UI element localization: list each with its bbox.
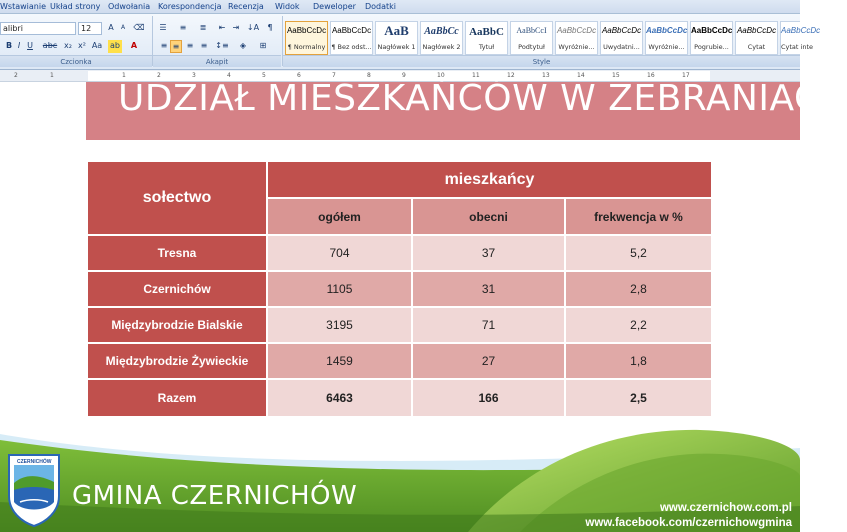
- cell-turnout: 1,8: [566, 344, 711, 378]
- style-intense-quote[interactable]: [780, 21, 821, 55]
- font-size-select[interactable]: 12: [78, 22, 102, 35]
- underline-icon[interactable]: U: [27, 41, 33, 50]
- cell-total: 1459: [268, 344, 411, 378]
- change-case-icon[interactable]: Aa: [91, 41, 103, 50]
- style-label: Cytat: [747, 43, 766, 51]
- ruler-mark: 4: [227, 72, 231, 79]
- cell-present: 27: [413, 344, 564, 378]
- show-marks-icon[interactable]: ¶: [267, 23, 273, 32]
- numbering-icon[interactable]: ≡: [179, 23, 187, 32]
- highlight-icon[interactable]: ab: [108, 40, 122, 53]
- style-normal[interactable]: [285, 21, 328, 55]
- attendance-table: [88, 162, 711, 416]
- row-label: Czernichów: [88, 272, 266, 306]
- increase-indent-icon[interactable]: ⇥: [232, 23, 240, 32]
- row-label: Tresna: [88, 236, 266, 270]
- ruler-mark: 2: [14, 72, 18, 79]
- style-quote[interactable]: [735, 21, 778, 55]
- ruler-mark: 7: [332, 72, 336, 79]
- cell-total: 6463: [268, 380, 411, 416]
- style-sample: AaBbCcDc: [781, 26, 821, 35]
- font-group-label: Czcionka: [0, 55, 152, 67]
- grow-font-icon[interactable]: A: [108, 23, 114, 32]
- style-sample: AaBbC: [469, 26, 504, 38]
- clear-format-icon[interactable]: ⌫: [133, 23, 145, 32]
- style-sample: AaBbCcDc: [286, 26, 327, 35]
- header-residents: mieszkańcy: [268, 162, 711, 197]
- row-label: Razem: [88, 380, 266, 416]
- header-total: ogółem: [268, 199, 411, 234]
- align-center-icon[interactable]: ≡: [170, 40, 182, 53]
- style-heading-2[interactable]: [420, 21, 463, 55]
- tab-page-layout[interactable]: Układ strony: [50, 2, 101, 11]
- style-intense-emphasis[interactable]: [645, 21, 688, 55]
- ruler-mark: 2: [157, 72, 161, 79]
- ruler-mark: 10: [437, 72, 445, 79]
- bullets-icon[interactable]: ☰: [159, 23, 167, 32]
- ruler-mark: 14: [577, 72, 585, 79]
- justify-icon[interactable]: ≡: [200, 41, 208, 50]
- style-label: ¶ Bez odst...: [331, 43, 372, 51]
- ruler-mark: 9: [402, 72, 406, 79]
- shrink-font-icon[interactable]: A: [120, 24, 126, 31]
- sort-icon[interactable]: ↓A: [246, 23, 260, 32]
- styles-group-label: Style: [283, 55, 800, 67]
- cell-turnout: 2,5: [566, 380, 711, 416]
- style-label: Wyróżnie...: [648, 43, 685, 51]
- font-name-select[interactable]: alibri: [0, 22, 76, 35]
- cell-turnout: 2,8: [566, 272, 711, 306]
- ribbon-tab-bar: [0, 0, 800, 14]
- align-left-icon[interactable]: ≡: [160, 41, 168, 50]
- ruler-mark: 16: [647, 72, 655, 79]
- style-label: ¶ Normalny: [287, 43, 326, 51]
- crest-label: CZERNICHÓW: [17, 459, 52, 465]
- municipality-name: GMINA CZERNICHÓW: [72, 481, 358, 511]
- bold-icon[interactable]: B: [5, 41, 13, 50]
- line-spacing-icon[interactable]: ↕≡: [215, 41, 229, 50]
- style-label: Wyróżnie...: [558, 43, 595, 51]
- ruler-mark: 17: [682, 72, 690, 79]
- ruler-mark: 1: [50, 72, 54, 79]
- italic-icon[interactable]: I: [17, 41, 21, 50]
- header-turnout: frekwencja w %: [566, 199, 711, 234]
- style-label: Pogrubie...: [694, 43, 729, 51]
- cell-present: 166: [413, 380, 564, 416]
- borders-icon[interactable]: ⊞: [259, 41, 267, 50]
- style-sample: AaBbCcDc: [601, 26, 642, 35]
- ruler-mark: 1: [122, 72, 126, 79]
- header-present: obecni: [413, 199, 564, 234]
- style-sample: AaBbCcDc: [556, 26, 597, 35]
- slide-title: UDZIAŁ MIESZKAŃCÓW W ZEBRANIACH: [118, 78, 847, 119]
- cell-turnout: 5,2: [566, 236, 711, 270]
- superscript-icon[interactable]: x²: [78, 41, 86, 50]
- style-sample: AaBbCcDc: [736, 26, 777, 35]
- style-heading-1[interactable]: [375, 21, 418, 55]
- cell-present: 31: [413, 272, 564, 306]
- style-sample: AaBbCcI: [516, 26, 547, 35]
- style-sample: AaBbCcDc: [331, 26, 372, 35]
- ruler-mark: 3: [192, 72, 196, 79]
- ruler-mark: 11: [472, 72, 480, 79]
- ruler-mark: 12: [507, 72, 515, 79]
- font-color-icon[interactable]: A: [130, 41, 138, 50]
- paragraph-group-label: Akapit: [153, 55, 281, 67]
- style-label: Tytuł: [478, 43, 495, 51]
- row-label: Międzybrodzie Żywieckie: [88, 344, 266, 378]
- tab-references[interactable]: Odwołania: [108, 2, 151, 11]
- row-label: Międzybrodzie Bialskie: [88, 308, 266, 342]
- style-sample: AaB: [384, 23, 409, 38]
- cell-present: 37: [413, 236, 564, 270]
- style-sample: AaBbCcDc: [646, 26, 688, 35]
- tab-addins[interactable]: Dodatki: [365, 2, 397, 11]
- style-label: Nagłówek 1: [377, 43, 416, 51]
- cell-total: 1105: [268, 272, 411, 306]
- cell-total: 704: [268, 236, 411, 270]
- subscript-icon[interactable]: x₂: [64, 41, 72, 50]
- facebook-link[interactable]: www.facebook.com/czernichowgmina: [585, 517, 792, 529]
- shading-icon[interactable]: ◈: [239, 41, 247, 50]
- multilevel-list-icon[interactable]: ≣: [199, 23, 207, 32]
- cell-total: 3195: [268, 308, 411, 342]
- contact-links: [585, 501, 792, 531]
- tab-review[interactable]: Recenzja: [228, 2, 264, 11]
- style-label: Uwydatni...: [603, 43, 640, 51]
- ruler-mark: 6: [297, 72, 301, 79]
- style-title[interactable]: [465, 21, 508, 55]
- style-strong[interactable]: [690, 21, 733, 55]
- cell-present: 71: [413, 308, 564, 342]
- ruler-mark: 8: [367, 72, 371, 79]
- style-sample: AaBbCcDc: [691, 26, 733, 35]
- style-label: Nagłówek 2: [422, 43, 461, 51]
- style-sample: AaBbCc: [424, 26, 459, 37]
- ribbon-body: [0, 14, 821, 70]
- style-emphasis[interactable]: [600, 21, 643, 55]
- website-link[interactable]: www.czernichow.com.pl: [659, 502, 792, 514]
- ruler-mark: 5: [262, 72, 266, 79]
- ruler-mark: 13: [542, 72, 550, 79]
- tab-mailings[interactable]: Korespondencja: [158, 2, 222, 11]
- ruler-mark: 15: [612, 72, 620, 79]
- style-subtitle[interactable]: [510, 21, 553, 55]
- decrease-indent-icon[interactable]: ⇤: [218, 23, 226, 32]
- align-right-icon[interactable]: ≡: [186, 41, 194, 50]
- cell-turnout: 2,2: [566, 308, 711, 342]
- tab-insert[interactable]: Wstawianie: [0, 2, 46, 11]
- style-subtle-emphasis[interactable]: [555, 21, 598, 55]
- strikethrough-icon[interactable]: abc: [42, 41, 58, 50]
- tab-view[interactable]: Widok: [275, 2, 300, 11]
- style-label: Cytat inte: [781, 43, 814, 51]
- style-label: Podtytuł: [518, 43, 545, 51]
- tab-developer[interactable]: Deweloper: [313, 2, 356, 11]
- style-no-spacing[interactable]: [330, 21, 373, 55]
- header-village: sołectwo: [88, 162, 266, 234]
